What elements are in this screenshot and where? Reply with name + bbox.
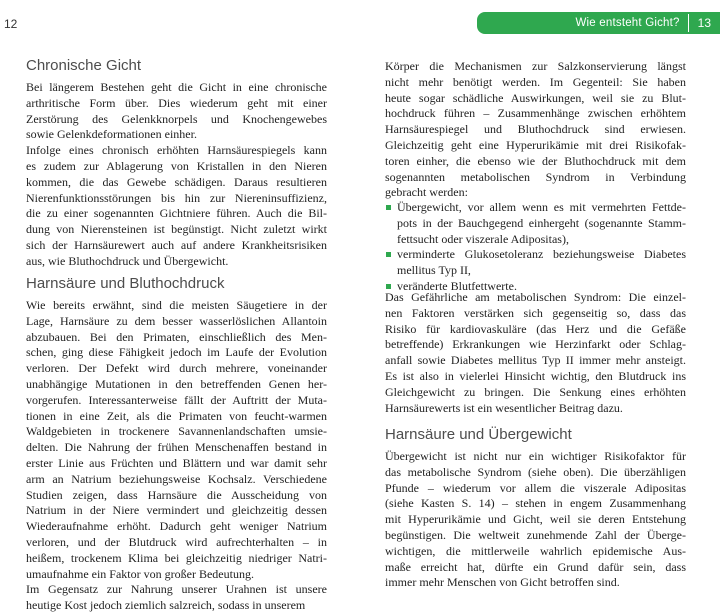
text-line: heute sogar schädliche Auswirkungen, weil sie zu Blut- xyxy=(385,90,686,105)
text-line: sich der Harnsäurewert auch auf andere Krankheitsrisiken xyxy=(26,237,327,252)
heading-harnsaeure-uebergewicht: Harnsäure und Übergewicht xyxy=(385,426,572,443)
paragraph-harnsaeure-uebergewicht xyxy=(385,449,686,591)
text-line: gebracht werden: xyxy=(385,185,468,200)
text-line: Gleichgewicht zu bringen. Die Senkung eines erhöhten xyxy=(385,384,686,399)
text-line: Wiederaufnahme erhöht. Dadurch geht weniger Natrium xyxy=(26,519,327,534)
text-line: arm an Natrium beziehungsweise Kochsalz. Verschiedene xyxy=(26,471,327,486)
page-number-right: 13 xyxy=(697,16,711,30)
text-line: Studien zeigen, dass Harnsäure die Ausscheidung von xyxy=(26,487,327,502)
text-line: die zu einer sogenannten Gichtniere führen. Auch die Bil- xyxy=(26,206,327,221)
text-line: schen, ging diese Fähigkeit jedoch im Laufe der Evolution xyxy=(26,345,327,360)
text-line: nen Faktoren verstärken sich gegenseitig so, dass das xyxy=(385,305,686,320)
text-line: abzubauen. Bei den Primaten, einschließlich des Men- xyxy=(26,329,327,344)
text-line: verminderte Glukosetoleranz beziehungsweise Diabetes xyxy=(397,247,686,262)
text-line: Es ist also in vielerlei Hinsicht wichtig, den Blutdruck ins xyxy=(385,368,686,383)
text-line: Gleichzeitig geht eine Hyperurikämie mit drei Risikofak- xyxy=(385,137,686,152)
text-line: mit Hyperurikämie und Gicht, weil sie deren Entstehung xyxy=(385,512,686,527)
paragraph-harnsaeure-bluthochdruck xyxy=(26,298,327,614)
text-line: Lage, Harnsäure zu dem besser wasserlöslichen Allantoin xyxy=(26,313,327,328)
text-line: sogenannten metabolischen Syndrom in Verbindung xyxy=(385,169,686,184)
text-line: toren einher, die ebenso wie der Bluthochdruck mit dem xyxy=(385,153,686,168)
heading-chronische-gicht: Chronische Gicht xyxy=(26,57,142,74)
text-line: hochdruck führen – Zusammenhänge zwischen erhöhtem xyxy=(385,106,686,121)
text-line: tionen in eine Zeit, als die Primaten von feucht-warmen xyxy=(26,408,327,423)
heading-harnsaeure-bluthochdruck: Harnsäure und Bluthochdruck xyxy=(26,275,225,292)
text-line: Übergewicht ist nicht nur ein wichtiger Risikofaktor für xyxy=(385,449,686,463)
text-line: betreffende) Erkrankungen wie Herzinfarkt oder Schlag- xyxy=(385,337,686,352)
text-line: Übergewicht, vor allem wenn es mit vermehrten Fettde- xyxy=(397,200,686,214)
text-line: arthritische Form über. Dies wiederum geht mit einer xyxy=(26,95,327,110)
paragraph-salzkonservierung xyxy=(385,59,686,201)
text-line: Risiko für kardiovaskuläre (das Herz und die Gefäße xyxy=(385,321,686,336)
paragraph-chronische-gicht xyxy=(26,80,327,270)
text-line: veränderte Blutfettwerte. xyxy=(397,278,517,293)
text-line: heißem, trockenem Klima bei gleichzeitig niedriger Natri- xyxy=(26,550,327,565)
text-line: dung von Nierensteinen ist begünstigt. Nicht zuletzt wirkt xyxy=(26,222,327,237)
bullet-square-icon xyxy=(386,205,391,210)
text-line: wichtigen, die mittlerweile wahrlich epidemische Aus- xyxy=(385,543,686,558)
list-item xyxy=(385,247,686,279)
text-line: Infolge eines chronisch erhöhten Harnsäurespiegels kann xyxy=(26,143,327,158)
text-line: Pfunde – wiederum vor allem die viszerale Adipositas xyxy=(385,480,686,495)
text-line: verloren. Der Defekt wird durch mehrere, voneinander xyxy=(26,361,327,376)
text-line: nicht mehr benötigt werden. Im Gegenteil: Sie haben xyxy=(385,74,686,89)
text-line: begünstigen. Die weltweit zunehmende Zahl der Überge- xyxy=(385,527,686,542)
text-line: maße erreicht hat, dürfte ein Grund dafür sein, dass xyxy=(385,559,686,574)
text-line: das metabolische Syndrom (siehe oben). Die überzähligen xyxy=(385,464,686,479)
text-line: kommen, die das Gewebe schädigen. Daraus resultieren xyxy=(26,174,327,189)
bullet-square-icon xyxy=(386,252,391,257)
text-line: (siehe Kasten S. 14) – stehen in engem Zusammenhang xyxy=(385,496,686,511)
paragraph-metabolisches-syndrom xyxy=(385,290,686,416)
text-line: verloren, und der Blutdruck wird aufrechterhalten – in xyxy=(26,534,327,549)
text-line: aus, wie Bluthochdruck und Übergewicht. xyxy=(26,253,229,268)
text-line: fettsucht oder viszerale Adipositas), xyxy=(397,231,569,246)
text-line: pots in der Bauchgegend einhergeht (sogenannte Stamm- xyxy=(397,215,686,230)
text-line: Harnsäurewerts ist ein wesentlicher Beitrag dazu. xyxy=(385,400,623,415)
text-line: erster Linie aus Früchten und Blättern und war damit sehr xyxy=(26,455,327,470)
text-line: Zerstörung des Gelenkknorpels und Knochengewebes xyxy=(26,111,327,126)
text-line: heutige Kost jedoch ziemlich salzreich, sodass in unserem xyxy=(26,598,306,613)
text-line: es zudem zur Ablagerung von Kristallen in den Nieren xyxy=(26,158,327,173)
text-line: vorgerufen. Interessanterweise fällt der Auftritt der Muta- xyxy=(26,392,327,407)
text-line: delten. Die Nahrung der frühen Menschenaffen bestand in xyxy=(26,440,327,455)
text-line: immer mehr Menschen von Gicht betroffen sind. xyxy=(385,575,620,590)
page-number-left: 12 xyxy=(4,17,18,31)
text-line: Wie bereits erwähnt, sind die meisten Säugetiere in der xyxy=(26,298,327,312)
text-line: Das Gefährliche am metabolischen Syndrom: Die einzel- xyxy=(385,290,686,304)
risk-factor-list xyxy=(385,200,686,295)
text-line: anfall sowie Diabetes mellitus Typ II immer mehr ansteigt. xyxy=(385,353,686,368)
text-line: unabhängige Mutationen in den betreffenden Genen her- xyxy=(26,376,327,391)
bullet-square-icon xyxy=(386,284,391,289)
text-line: Nierenfunktionsstörungen bis hin zur Niereninsuffizienz, xyxy=(26,190,327,205)
text-line: Harnsäurespiegel und Bluthochdruck sind erwiesen. xyxy=(385,122,686,137)
chapter-title: Wie entsteht Gicht? xyxy=(575,17,680,29)
text-line: Im Gegensatz zur Nahrung unserer Urahnen ist unsere xyxy=(26,582,327,597)
text-line: umaufnahme ein Faktor von großer Bedeutung. xyxy=(26,566,254,581)
text-line: sowie Gelenkdeformationen einher. xyxy=(26,127,197,142)
text-line: Waldgebieten in trockenere Savannenlandschaften umsie- xyxy=(26,424,327,439)
list-item xyxy=(385,200,686,247)
chapter-header-bar xyxy=(477,12,720,34)
text-line: mellitus Typ II, xyxy=(397,263,471,278)
text-line: Bei längerem Bestehen geht die Gicht in eine chronische xyxy=(26,80,327,94)
text-line: Natrium in der Niere vermindert und gleichzeitig dessen xyxy=(26,503,327,518)
text-line: Körper die Mechanismen zur Salzkonservierung längst xyxy=(385,59,686,73)
